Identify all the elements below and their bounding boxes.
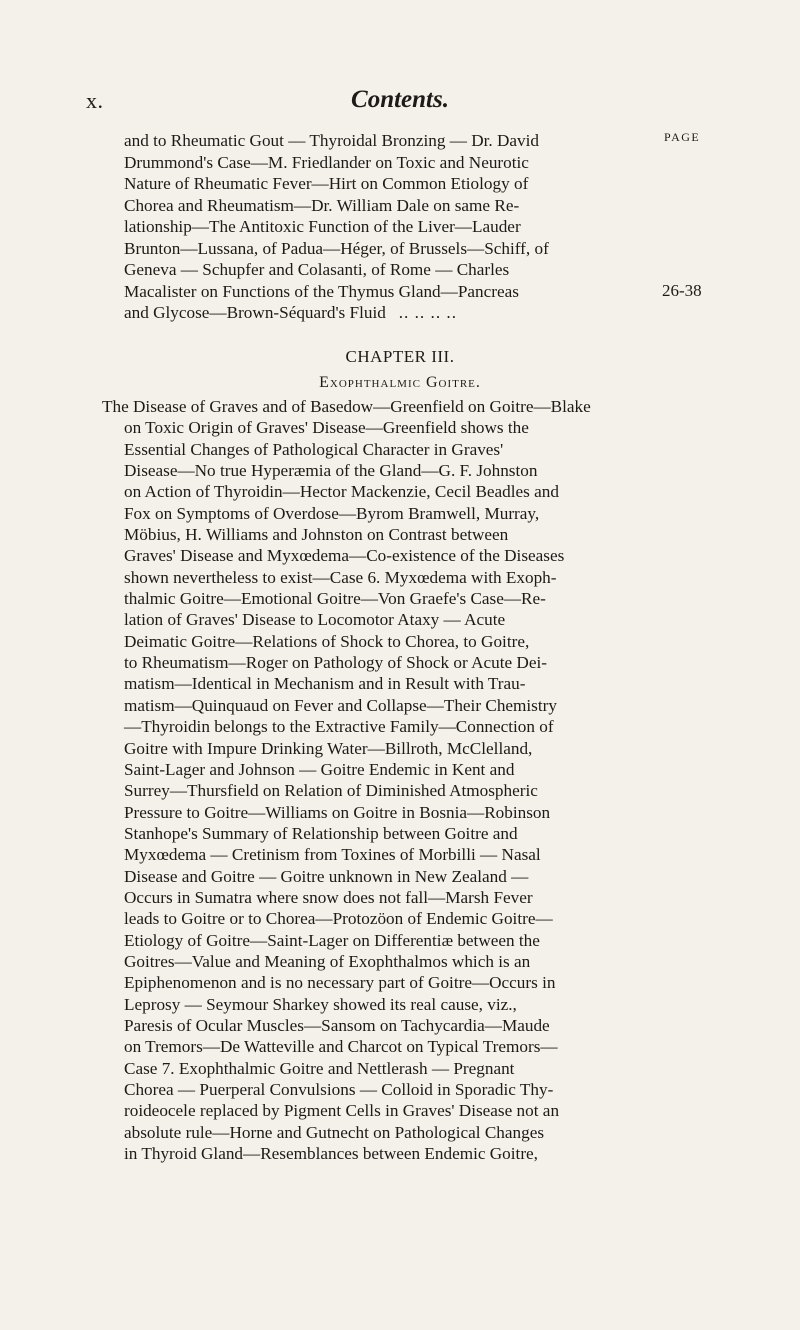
entry-line: The Disease of Graves and of Basedow—Greenfield on Goitre—Blake — [102, 397, 591, 416]
entry-line: thalmic Goitre—Emotional Goitre—Von Graefe's Case—Re- — [124, 589, 546, 609]
page-range: 26-38 — [662, 281, 702, 300]
entry-line: on Action of Thyroidin—Hector Mackenzie, Cecil Beadles and — [124, 482, 559, 502]
entry-line: Fox on Symptoms of Overdose—Byrom Bramwell, Murray, — [124, 503, 540, 523]
entry-line-text: and Glycose—Brown-Séquard's Fluid — [124, 303, 386, 322]
running-head — [0, 86, 800, 120]
entry-line: leads to Goitre or to Chorea—Protozöon of Endemic Goitre— — [124, 909, 553, 929]
entry-line: Chorea — Puerperal Convulsions — Colloid in Sporadic Thy- — [124, 1080, 554, 1099]
entry-line: Goitre with Impure Drinking Water—Billroth, McClelland, — [124, 738, 533, 758]
entry-line: matism—Quinquaud on Fever and Collapse—Their Chemistry — [124, 695, 557, 715]
chapter-title: Exophthalmic Goitre. — [319, 374, 481, 391]
entry-line: Deimatic Goitre—Relations of Shock to Chorea, to Goitre, — [124, 631, 530, 651]
entry-line: Goitres—Value and Meaning of Exophthalmos which is an — [124, 951, 531, 971]
running-head-title: Contents. — [351, 86, 449, 113]
entry-line: absolute rule—Horne and Gutnecht on Pathological Changes — [124, 1122, 545, 1142]
entry-line: —Thyroidin belongs to the Extractive Family—Connection of — [124, 717, 554, 737]
entry-line: Surrey—Thursfield on Relation of Diminished Atmospheric — [124, 781, 538, 801]
page-folio: x. — [86, 88, 104, 113]
entry-line: Pressure to Goitre—Williams on Goitre in Bosnia—Robinson — [124, 802, 551, 822]
entry-line: matism—Identical in Mechanism and in Result with Trau- — [124, 674, 526, 694]
entry-line: Chorea and Rheumatism—Dr. William Dale on same Re- — [124, 195, 520, 215]
entry-line: Disease and Goitre — Goitre unknown in New Zealand — — [124, 866, 529, 886]
entry-line: Möbius, H. Williams and Johnston on Contrast between — [124, 525, 509, 545]
entry-line: Brunton—Lussana, of Padua—Héger, of Brussels—Schiff, of — [124, 238, 549, 258]
entry-line: Etiology of Goitre—Saint-Lager on Differentiæ between the — [124, 930, 540, 950]
entry-line: Epiphenomenon and is no necessary part of Goitre—Occurs in — [124, 973, 556, 993]
entry-line: Nature of Rheumatic Fever—Hirt on Common Etiology of — [124, 174, 529, 193]
entry-line: roideocele replaced by Pigment Cells in Graves' Disease not an — [124, 1101, 560, 1121]
entry-line: lation of Graves' Disease to Locomotor Ataxy — Acute — [124, 610, 506, 630]
chapter-heading: CHAPTER III. — [345, 347, 455, 366]
entry-line: to Rheumatism—Roger on Pathology of Shock or Acute Dei- — [124, 653, 547, 673]
entry-line: Macalister on Functions of the Thymus Gland—Pancreas — [124, 281, 519, 301]
entry-line: Geneva — Schupfer and Colasanti, of Rome — Charles — [124, 260, 510, 279]
entry-line: Leprosy — Seymour Sharkey showed its real cause, viz., — [124, 994, 517, 1014]
entry-line: shown nevertheless to exist—Case 6. Myxœdema with Exoph- — [124, 567, 557, 587]
entry-line: Drummond's Case—M. Friedlander on Toxic and Neurotic — [124, 152, 529, 172]
entry-line: on Tremors—De Watteville and Charcot on Typical Tremors— — [124, 1037, 558, 1057]
entry-line: and to Rheumatic Gout — Thyroidal Bronzing — Dr. David — [124, 131, 539, 150]
entry-line: Stanhope's Summary of Relationship between Goitre and — [124, 823, 518, 843]
entry-line: Essential Changes of Pathological Character in Graves' — [124, 439, 504, 459]
entry-line: lationship—The Antitoxic Function of the Liver—Lauder — [124, 217, 521, 236]
entry-line: Disease—No true Hyperæmia of the Gland—G. F. Johnston — [124, 461, 538, 481]
entry-line: on Toxic Origin of Graves' Disease—Greenfield shows the — [124, 418, 529, 438]
entry-last-line — [124, 302, 650, 324]
contents-entry-continued — [124, 130, 650, 324]
dot-leaders: .. .. .. .. — [398, 303, 457, 322]
entry-line: Saint-Lager and Johnson — Goitre Endemic in Kent and — [124, 759, 515, 779]
entry-line: Case 7. Exophthalmic Goitre and Nettlerash — Pregnant — [124, 1058, 515, 1078]
entry-line: Graves' Disease and Myxœdema—Co-existence of the Diseases — [124, 546, 565, 566]
page-column-label: PAGE — [664, 130, 701, 144]
entry-line: Myxœdema — Cretinism from Toxines of Morbilli — Nasal — [124, 845, 541, 865]
contents-entry-chapter-3 — [102, 396, 692, 1164]
entry-line: Occurs in Sumatra where snow does not fall—Marsh Fever — [124, 887, 533, 907]
entry-line: Paresis of Ocular Muscles—Sansom on Tachycardia—Maude — [124, 1015, 550, 1035]
entry-line: in Thyroid Gland—Resemblances between Endemic Goitre, — [124, 1144, 538, 1164]
